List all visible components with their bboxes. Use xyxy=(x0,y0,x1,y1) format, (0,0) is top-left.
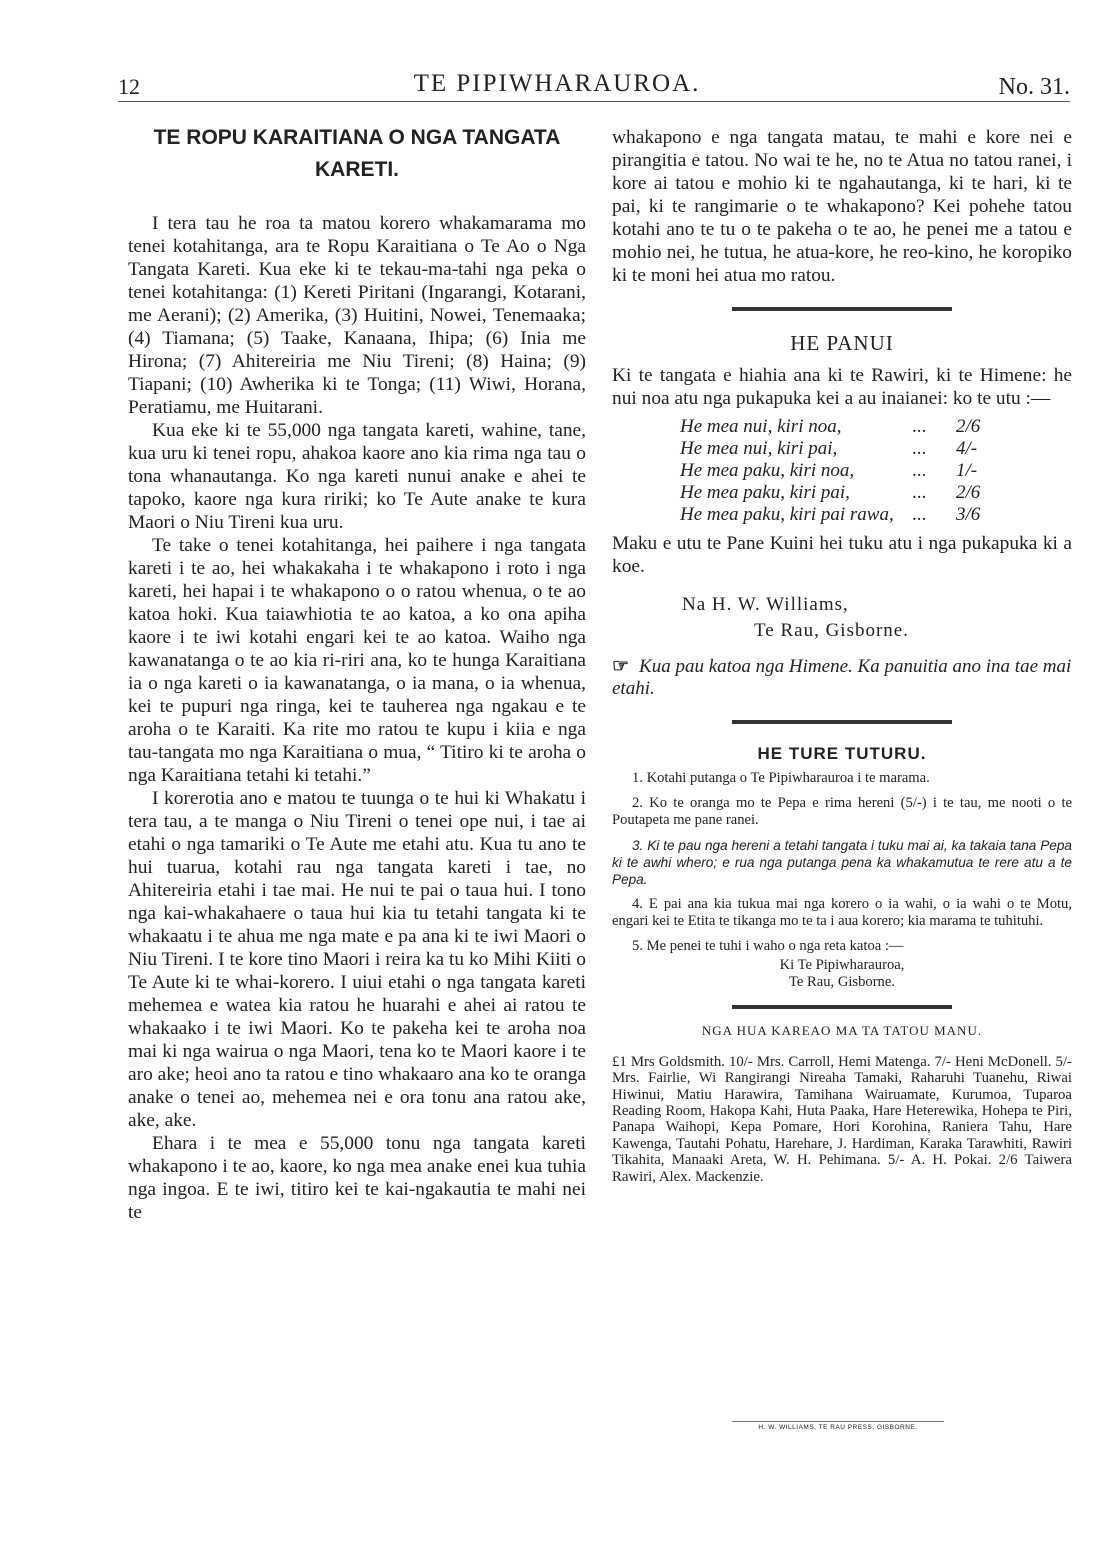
ture-heading: HE TURE TUTURU. xyxy=(757,744,927,763)
price-row xyxy=(680,438,1072,460)
header-rule xyxy=(118,101,1070,102)
article-paragraph: Te take o tenei kotahitanga, hei paihere i nga tangata kareti i te ao, hei whakakaha i te whakapono i roto i nga kareti, hei hapai i te whakapono o o ratou whenua, o te ao katoa hoki. Kua taiawhiotia te ao katoa, a ko ona apiha kaore i te iwi kotahi engari kei te ao katoa. Waiho nga kawanatanga o te ao kia ri-riri ana, ko te hunga Karaitiana ia o nga kareti o ia kawanatanga, o ia mana, o ia whenua, kei te pupuri nga ringa, kei te tauherea nga ngakau e te aroha o te Karaiti. Ka rite mo ratou te kupu i kiia e nga tau-tangata mo nga Karaitiana o mua, “ Titiro ki te aroha o nga Karaitiana tetahi ki tetahi.” xyxy=(128,535,586,786)
price-dots: ... xyxy=(912,438,927,459)
article-paragraph: Ehara i te mea e 55,000 tonu nga tangata kareti whakapono i te ao, kaore, ko nga mea anake enei kua tuhia nga ingoa. E te iwi, titiro kei te kai-ngakautia te mahi nei te xyxy=(128,1133,586,1223)
right-column xyxy=(612,126,1072,1200)
price-row xyxy=(680,460,1072,482)
article-paragraph: Kua eke ki te 55,000 nga tangata kareti, wahine, tane, kua uru ki tenei ropu, ahakoa kaore ano kia rima nga tau o tona whanautanga. Ko nga kareti nunui anake e ahei te tapoko, kaore nga kura ririki; ko Te Aute anake te kura Maori o Niu Tireni kua uru. xyxy=(128,420,586,533)
page-number: 12 xyxy=(118,74,140,99)
address-line2: Te Rau, Gisborne. xyxy=(789,974,895,990)
rule-item: 3. Ki te pau nga hereni a tetahi tangata i tuku mai ai, ka takaia tana Pepa ki te awhi whero; e rua nga putanga pena ka whakamutua te rere atu a te Pepa. xyxy=(612,838,1072,887)
price-value: 2/6 xyxy=(956,416,981,437)
price-row xyxy=(680,504,1072,526)
panui-intro: Ki te tangata e hiahia ana ki te Rawiri, ki te Himene: he nui noa atu nga pukapuka kei a au inaianei: ko te utu :— xyxy=(612,365,1072,409)
article-continuation: whakapono e nga tangata matau, te mahi e kore nei e pirangitia e tatou. No wai te he, no te Atua no tatou ranei, i kore ai tatou e mohio ki te ngahautanga, ki te hari, ki te pai, ki te rangimarie o te whakapono? Kei pohehe tatou kotahi ano te tu o te pakeha o te ao, he penei me a tatou e mohio nei, he tutua, he atua-kore, he reo-kino, he koropiko ki te moni hei atua mo ratou. xyxy=(612,127,1072,286)
price-value: 2/6 xyxy=(956,482,981,503)
panui-note xyxy=(612,656,1072,700)
issue-number: No. 31. xyxy=(998,74,1070,100)
price-value: 4/- xyxy=(956,438,978,459)
price-item: He mea paku, kiri pai rawa, xyxy=(680,504,894,525)
price-item: He mea nui, kiri noa, xyxy=(680,416,842,437)
article-title-line1: TE ROPU KARAITIANA O NGA TANGATA xyxy=(153,126,561,149)
price-item: He mea paku, kiri noa, xyxy=(680,460,855,481)
article-title xyxy=(128,122,586,186)
price-value: 3/6 xyxy=(956,504,981,525)
panui-outro: Maku e utu te Pane Kuini hei tuku atu i nga pukapuka ki a koe. xyxy=(612,533,1072,577)
price-list xyxy=(680,416,1072,526)
price-dots: ... xyxy=(912,416,927,437)
panui-note-text: Kua pau katoa nga Himene. Ka panuitia ano ina tae mai etahi. xyxy=(612,656,1072,699)
rule-item: 4. E pai ana kia tukua mai nga korero o ia wahi, o ia wahi o te Motu, engari kei te Etita te tikanga mo te ta i aua korero; kia marama te tuhituhi. xyxy=(612,896,1072,929)
donations-list: £1 Mrs Goldsmith. 10/- Mrs. Carroll, Hemi Matenga. 7/- Heni McDonell. 5/- Mrs. Fairlie, Wi Rangirangi Nireaha Tamaki, Raharuhi Tuanehu, Riwai Hiwinui, Matiu Harawira, Tamihana Wairuamate, Kurumoa, Tuparoa Reading Room, Hakopa Kahi, Huta Paaka, Hare Heterewika, Hohepa te Piri, Panapa Waihopi, Kepa Pomare, Hori Korohina, Raniera Tahu, Hare Kawenga, Tautahi Pohatu, Harehare, J. Hardiman, Karaka Tarawhiti, Rawiri Tikahita, Manaaki Areta, W. H. Pehimana. 5/- A. H. Pokai. 2/6 Taiwera Rawiri, Alex. Mackenzie. xyxy=(612,1053,1072,1185)
left-column xyxy=(128,122,586,1224)
pointing-hand-icon: ☞ xyxy=(612,656,630,677)
price-row xyxy=(680,416,1072,438)
rule-item: 2. Ko te oranga mo te Pepa e rima hereni (5/-) i te tau, me nooti o te Poutapeta me pane ranei. xyxy=(612,795,1072,828)
masthead-title: TE PIPIWHARAUROA. xyxy=(413,70,701,97)
price-dots: ... xyxy=(912,482,927,503)
donations-heading: NGA HUA KAREAO MA TA TATOU MANU. xyxy=(701,1023,983,1038)
section-divider xyxy=(732,720,952,724)
rule-item: 1. Kotahi putanga o Te Pipiwharauroa i te marama. xyxy=(632,770,930,786)
price-value: 1/- xyxy=(956,460,978,481)
price-row xyxy=(680,482,1072,504)
price-item: He mea paku, kiri pai, xyxy=(680,482,850,503)
section-divider xyxy=(732,1005,952,1009)
price-dots: ... xyxy=(912,504,927,525)
section-divider xyxy=(732,307,952,311)
signature-place: Te Rau, Gisborne. xyxy=(754,620,909,641)
article-paragraph: I tera tau he roa ta matou korero whakamarama mo tenei kotahitanga, ara te Ropu Karaitiana o Te Ao o Nga Tangata Kareti. Kua eke ki te tekau-ma-tahi nga peka o tenei kotahitanga: (1) Kereti Piritani (Ingarangi, Kotarani, me Aerani); (2) Amerika, (3) Huitini, Nowei, Tenemaaka; (4) Tiamana; (5) Taake, Kanaana, Ihipa; (6) Inia me Hirona; (7) Ahitereiria me Niu Tireni; (8) Haina; (9) Tiapani; (10) Awherika ki te Tonga; (11) Wiwi, Horana, Peratiamu, me Huitarani. xyxy=(128,213,586,418)
signature-name: Na H. W. Williams, xyxy=(682,594,849,615)
panui-heading: HE PANUI xyxy=(790,331,894,355)
address-line1: Ki Te Pipiwharauroa, xyxy=(779,957,905,973)
article-paragraph: I korerotia ano e matou te tuunga o te hui ki Whakatu i tera tau, a te manga o Niu Tireni o tenei ope nui, i tae ai etahi o nga tamariki o Te Aute me etahi atu. Kua tu ano te hui tuarua, kotahi rau nga tangata kareti i tae, no Ahitereiria etahi i tae mai. He nui te pai o taua hui. I tono nga kai-whakahaere o taua hui kia tu tetahi tangata ki te whakaatu i te ahua me nga mate e pa ana ki te iwi Maori o Niu Tireni. I te kore tino Maori i reira ka tu ko Mihi Kiiti o Te Aute ki te whai-korero. I uiui etahi o nga tangata kareti mehemea e watea kia ratou he huarahi e ahei ai ratou te whakaako i te iwi Maori. Ko te pakeha kei te aroha noa mai ki nga wairua o nga Maori, tena ko te Maori kaore i te aro ake; heoi ano ta ratou e tino whakaaro ana ko te oranga anake o tenei ao, mehemea nei e ora tonu ana ratou ake, ake, ake. xyxy=(128,788,586,1131)
price-item: He mea nui, kiri pai, xyxy=(680,438,838,459)
rule-item: 5. Me penei te tuhi i waho o nga reta katoa :— xyxy=(632,938,904,954)
printer-imprint: H. W. WILLIAMS, TE RAU PRESS, GISBORNE. xyxy=(732,1421,944,1431)
price-dots: ... xyxy=(912,460,927,481)
article-title-line2: KARETI. xyxy=(315,158,399,181)
